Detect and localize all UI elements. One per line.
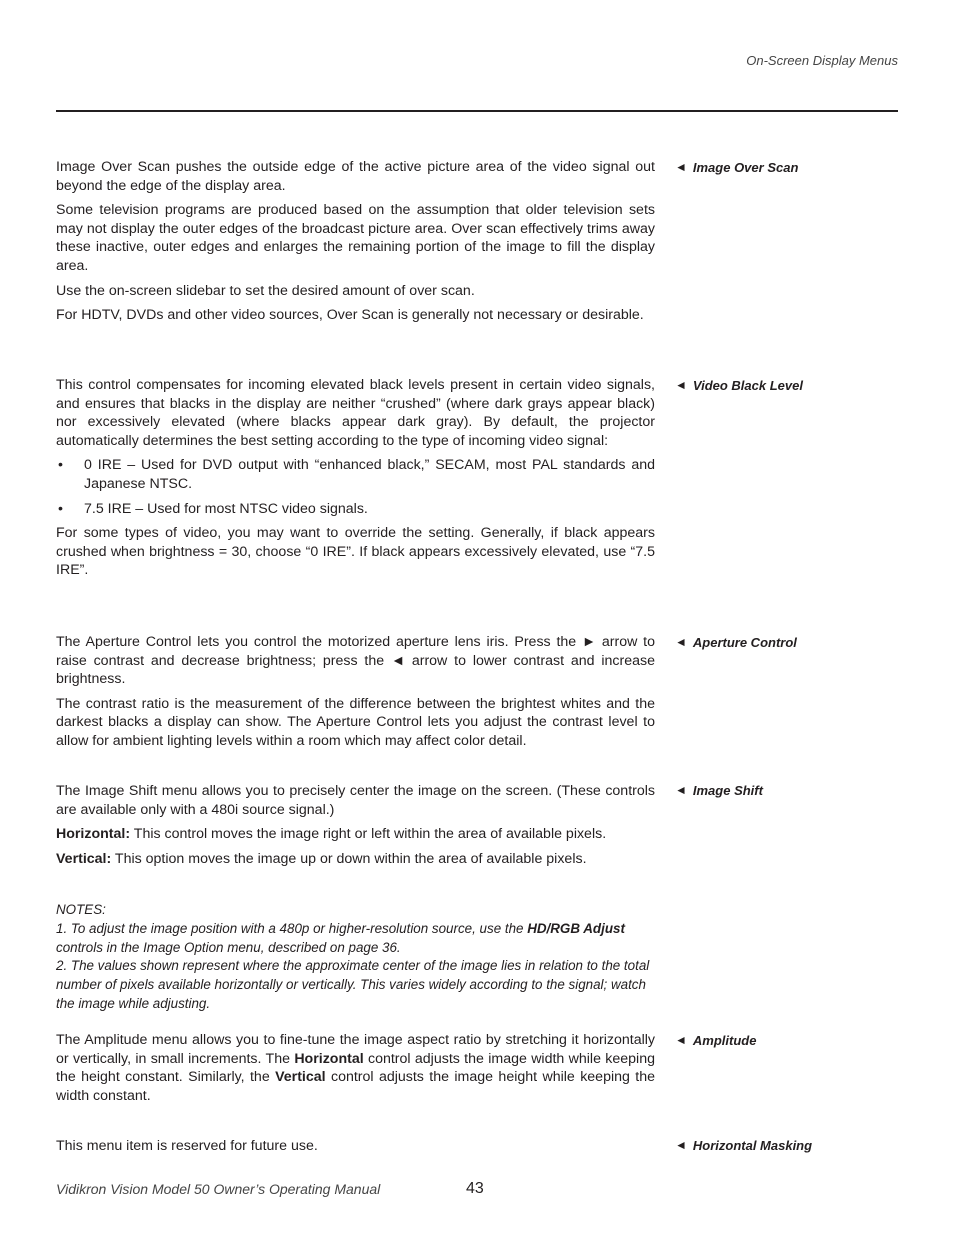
side-label-text: Image Over Scan [692,160,799,175]
side-label-text: Image Shift [692,783,763,798]
side-label-video-black-level [675,378,803,393]
footer-manual-title: Vidikron Vision Model 50 Owner’s Operating Manual [56,1181,381,1197]
left-pointer-icon: ◄ [675,634,687,649]
note-item [56,920,656,958]
side-label-horizontal-masking [675,1138,812,1153]
paragraph: This control compensates for incoming elevated black levels present in certain video signals, and ensures that blacks in the display are neither “crushed” (where dark grays appear black) nor excessively elevated (where blacks appear dark gray). By default, the projector automatically determines the best setting according to the type of incoming video signal: [56,377,655,449]
side-label-text: Amplitude [692,1033,757,1048]
definition-text: This option moves the image up or down within the area of available pixels. [111,850,587,867]
running-header: On-Screen Display Menus [746,53,898,68]
note-item: 2. The values shown represent where the approximate center of the image lies in relation to the total number of pixels available horizontally or vertically. This varies widely according to the signal; watch the image while adjusting. [56,958,650,1011]
paragraph: Image Over Scan pushes the outside edge of the active picture area of the video signal out beyond the edge of the display area. [56,159,655,194]
paragraph [56,1031,655,1105]
side-label-aperture-control [675,635,797,650]
side-label-image-shift [675,783,763,798]
paragraph: The Aperture Control lets you control the motorized aperture lens iris. Press the ► arrow to raise contrast and decrease brightness; press the ◄ arrow to lower contrast and increase brightness. [56,634,655,688]
term-vertical: Vertical [275,1069,326,1086]
side-label-text: Aperture Control [692,635,797,650]
list-item [56,456,655,493]
list-item [56,500,655,519]
definition-text: This control moves the image right or left within the area of available pixels. [130,826,607,843]
paragraph [56,825,655,844]
header-rule [56,110,898,112]
paragraph: For some types of video, you may want to override the setting. Generally, if black appears crushed when brightness = 30, choose “0 IRE”. If black appears excessively elevated, use “7.5 IRE”. [56,525,655,579]
bullet-list [56,456,655,518]
left-pointer-icon: ◄ [675,1137,687,1152]
paragraph: The Image Shift menu allows you to precisely center the image on the screen. (These controls are available only with a 480i source signal.) [56,783,655,818]
bullet-icon: • [58,457,63,474]
bullet-icon: • [58,500,63,517]
section-image-over-scan [56,158,655,331]
term-vertical: Vertical: [56,850,112,867]
section-horizontal-masking [56,1137,655,1162]
note-text: controls in the Image Option menu, described on page 36. [56,939,401,955]
section-amplitude [56,1031,655,1111]
section-aperture-control [56,633,655,757]
paragraph-text: control adjusts the image width while keeping the height constant. Similarly, the [56,1050,655,1086]
side-label-image-over-scan [675,160,798,175]
list-item-text: 7.5 IRE – Used for most NTSC video signals. [84,500,368,517]
notes-block [56,901,656,1014]
left-pointer-icon: ◄ [675,1032,687,1047]
section-video-black-level [56,376,655,586]
notes-heading: NOTES: [56,902,106,917]
left-pointer-icon: ◄ [675,159,687,174]
paragraph: Some television programs are produced based on the assumption that older television sets may not display the outer edges of the broadcast picture area. Over scan effectively trims away these inactive, outer edges and enlarges the remaining portion of the image to fill the display area. [56,202,655,274]
paragraph-text: The Amplitude menu allows you to fine-tune the image aspect ratio by stretching it horizontally or vertically, in small increments. The [56,1032,655,1067]
side-label-text: Video Black Level [692,378,803,393]
page-number: 43 [466,1180,484,1197]
paragraph-text: control adjusts the image height while keeping the width constant. [56,1069,656,1104]
left-pointer-icon: ◄ [675,377,687,392]
side-label-amplitude [675,1033,756,1048]
side-label-text: Horizontal Masking [692,1138,813,1153]
paragraph: For HDTV, DVDs and other video sources, Over Scan is generally not necessary or desirable. [56,307,644,324]
paragraph: Use the on-screen slidebar to set the desired amount of over scan. [56,282,475,299]
left-pointer-icon: ◄ [675,782,687,797]
note-text: 1. To adjust the image position with a 480p or higher-resolution source, use the [56,920,528,936]
term-horizontal: Horizontal: [56,826,131,843]
paragraph: This menu item is reserved for future use. [56,1138,318,1154]
paragraph [56,850,655,869]
paragraph: The contrast ratio is the measurement of the difference between the brightest whites and the darkest blacks a display can show. The Aperture Control lets you adjust the contrast level to allow for ambient lighting levels within a room which may affect color detail. [56,695,655,749]
section-image-shift [56,782,655,874]
list-item-text: 0 IRE – Used for DVD output with “enhanced black,” SECAM, most PAL standards and Japanese NTSC. [84,457,655,492]
note-emphasis: HD/RGB Adjust [527,920,625,936]
term-horizontal: Horizontal [294,1050,364,1067]
